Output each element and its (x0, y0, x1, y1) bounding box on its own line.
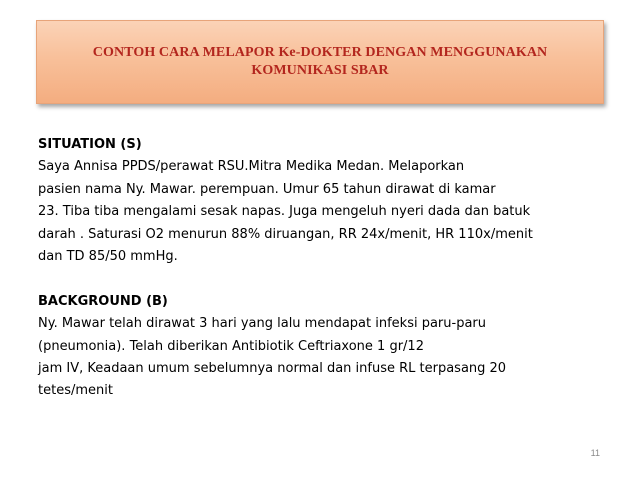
slide-title-box (36, 20, 604, 104)
background-section (38, 291, 618, 403)
slide-body (38, 134, 618, 403)
page-number: 11 (590, 448, 600, 458)
slide-title-line-1: CONTOH CARA MELAPOR Ke-DOKTER DENGAN MENGGUNAKAN (92, 45, 548, 60)
background-heading: BACKGROUND (B) (38, 293, 168, 309)
situation-line: dan TD 85/50 mmHg. (38, 249, 178, 265)
background-line: tetes/menit (38, 383, 113, 399)
slide-title (93, 44, 548, 80)
background-line: jam IV, Keadaan umum sebelumnya normal dan infuse RL terpasang 20 (38, 361, 507, 377)
background-line: Ny. Mawar telah dirawat 3 hari yang lalu mendapat infeksi paru-paru (38, 316, 487, 332)
slide-title-line-2: KOMUNIKASI SBAR (251, 63, 389, 78)
background-line: (pneumonia). Telah diberikan Antibiotik Ceftriaxone 1 gr/12 (38, 338, 424, 354)
situation-line: pasien nama Ny. Mawar. perempuan. Umur 65 tahun dirawat di kamar (38, 181, 496, 197)
situation-section (38, 134, 618, 268)
situation-line: 23. Tiba tiba mengalami sesak napas. Juga mengeluh nyeri dada dan batuk (38, 204, 531, 220)
situation-line: darah . Saturasi O2 menurun 88% diruangan, RR 24x/menit, HR 110x/menit (38, 226, 533, 242)
situation-heading: SITUATION (S) (38, 137, 142, 152)
situation-line: Saya Annisa PPDS/perawat RSU.Mitra Medika Medan. Melaporkan (38, 159, 465, 175)
